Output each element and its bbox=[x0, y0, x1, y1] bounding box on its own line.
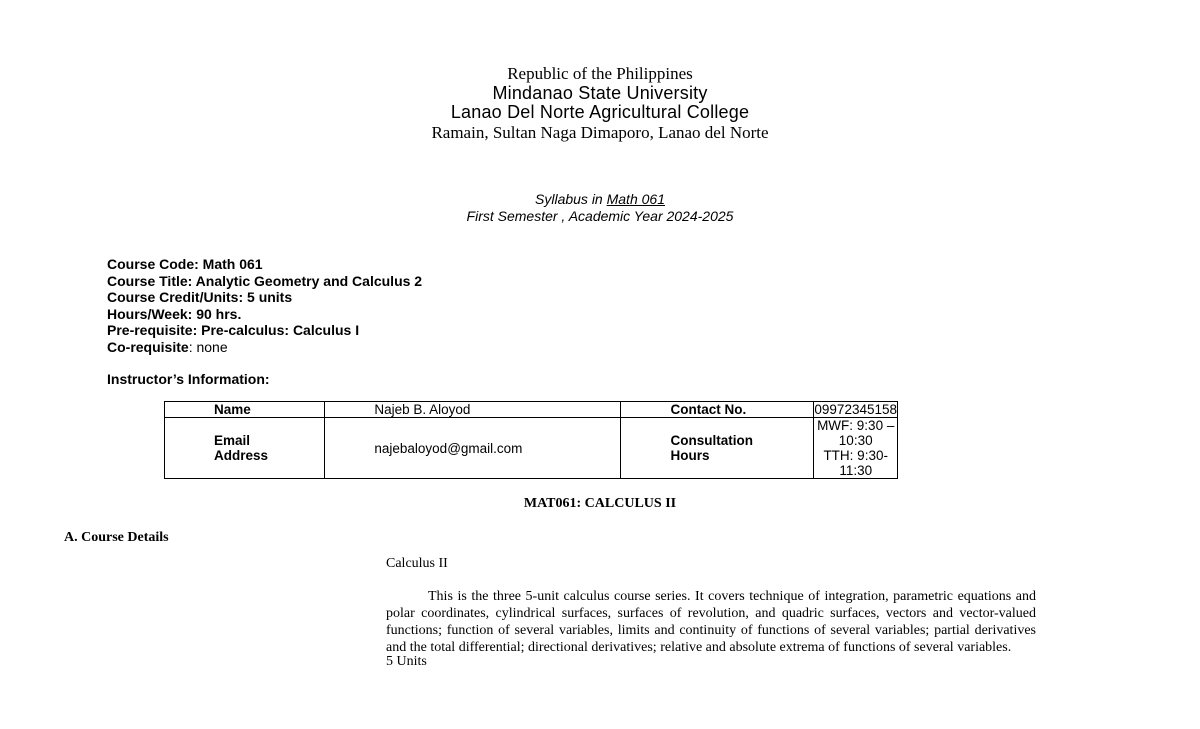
course-description: This is the three 5-unit calculus course series. It covers technique of integration, parametric equations and polar coordinates, cylindrical surfaces, surfaces of revolution, and quadric surfaces, vectors and vector-valued functions; function of several variables, limits and continuity of functions of several variables; partial derivatives and the total differential; directional derivatives; relative and absolute extrema of functions of several variables. bbox=[386, 589, 1036, 655]
contact-label: Contact No. bbox=[621, 402, 814, 418]
course-name: Calculus II bbox=[386, 556, 448, 571]
course-units: 5 Units bbox=[386, 654, 427, 669]
corequisite-label: Co-requisite bbox=[107, 339, 189, 355]
syllabus-title bbox=[0, 191, 1200, 207]
hours-label: Hours bbox=[670, 448, 710, 463]
email-value: najebaloyod@gmail.com bbox=[325, 418, 621, 479]
address-label: Address bbox=[214, 448, 269, 463]
consult-value-cell bbox=[814, 418, 898, 479]
semester-line: First Semester , Academic Year 2024-2025 bbox=[466, 208, 734, 224]
course-hours: Hours/Week: 90 hrs. bbox=[107, 306, 242, 322]
college-address: Ramain, Sultan Naga Dimaporo, Lanao del Norte bbox=[431, 123, 769, 142]
email-label-cell bbox=[165, 418, 325, 479]
consult-hours-tth: TTH: 9:30-11:30 bbox=[823, 448, 888, 478]
course-prerequisite: Pre-requisite: Pre-calculus: Calculus I bbox=[107, 322, 360, 338]
section-a-heading: A. Course Details bbox=[64, 530, 169, 545]
course-heading: MAT061: CALCULUS II bbox=[523, 496, 677, 511]
consult-label-cell bbox=[621, 418, 814, 479]
table-row bbox=[165, 418, 898, 479]
university-name: Mindanao State University bbox=[492, 83, 708, 103]
course-credit: Course Credit/Units: 5 units bbox=[107, 289, 293, 305]
consultation-label: Consultation bbox=[670, 433, 753, 448]
syllabus-course: Math 061 bbox=[606, 191, 665, 207]
email-label: Email bbox=[214, 433, 251, 448]
course-title: Course Title: Analytic Geometry and Calculus 2 bbox=[107, 273, 423, 289]
contact-value: 09972345158 bbox=[814, 402, 897, 417]
course-corequisite bbox=[107, 339, 228, 355]
instructor-heading: Instructor’s Information: bbox=[107, 371, 270, 387]
course-code: Course Code: Math 061 bbox=[107, 256, 263, 272]
consult-hours-mwf: MWF: 9:30 – 10:30 bbox=[817, 418, 895, 448]
corequisite-value: : none bbox=[188, 339, 228, 355]
name-value: Najeb B. Aloyod bbox=[325, 402, 621, 418]
republic-line: Republic of the Philippines bbox=[507, 64, 693, 83]
table-row bbox=[165, 402, 898, 418]
name-label: Name bbox=[165, 402, 325, 418]
college-name: Lanao Del Norte Agricultural College bbox=[450, 102, 750, 122]
instructor-table bbox=[164, 401, 898, 479]
syllabus-prefix: Syllabus in bbox=[535, 191, 607, 207]
